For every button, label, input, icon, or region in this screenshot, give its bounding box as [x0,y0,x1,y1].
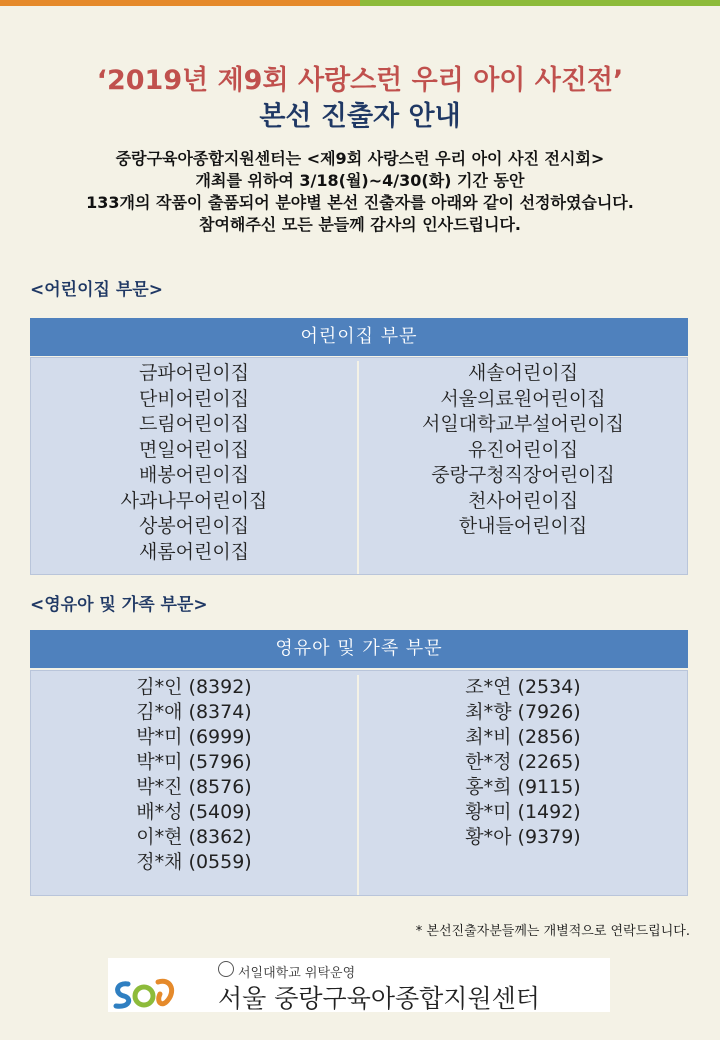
intro-line: 개최를 위하여 3/18(월)~4/30(화) 기간 동안 [195,171,525,190]
intro-line: 참여해주신 모든 분들께 감사의 인사드립니다. [198,215,522,234]
list-item: 면일어린이집 [138,438,250,461]
logo-mark-icon [112,976,178,1010]
list-item: 황*미 (1492) [465,801,581,823]
list-item: 새솔어린이집 [467,362,579,384]
list-item: 금파어린이집 [138,362,250,384]
page-title: ‘2019년 제9회 사랑스런 우리 아이 사진전’ [96,65,624,96]
logo-title: 서울 중랑구육아종합지원센터 [218,984,540,1013]
list-item: 이*현 (8362) [136,826,252,848]
list-item: 황*아 (9379) [465,826,581,848]
table-header-daycare: 어린이집 부문 [30,318,688,356]
list-item: 천사어린이집 [467,489,579,512]
list-item: 상봉어린이집 [138,515,250,537]
list-item: 박*진 (8576) [136,776,252,798]
list-item: 정*채 (0559) [136,851,252,873]
intro-line: 133개의 작품이 출품되어 분야별 본선 진출자를 아래와 같이 선정하였습니다. [86,193,634,212]
list-item: 새롬어린이집 [138,540,250,563]
table-column-right [359,361,687,574]
list-item: 한내들어린이집 [458,515,588,537]
section-heading-family: <영유아 및 가족 부문> [30,595,208,615]
list-item: 단비어린이집 [138,387,250,410]
list-item: 서울의료원어린이집 [440,387,606,410]
top-bar-orange [0,0,360,6]
page-subtitle: 본선 진출자 안내 [259,101,461,132]
list-item: 한*정 (2265) [465,751,581,773]
list-item: 김*애 (8374) [136,701,252,723]
university-seal-icon [218,961,234,977]
list-item: 중랑구청직장어린이집 [431,464,615,486]
table-column-left [31,675,359,895]
list-item: 서일대학교부설어린이집 [422,413,624,435]
list-item: 배봉어린이집 [138,464,250,486]
list-item: 조*연 (2534) [465,676,581,698]
list-item: 홍*희 (9115) [465,776,581,798]
list-item: 최*비 (2856) [465,726,581,748]
table-header-family: 영유아 및 가족 부문 [30,630,688,668]
table-column-left [31,361,359,574]
list-item: 드림어린이집 [138,413,250,435]
intro-text [0,148,720,236]
logo-subtitle: 서일대학교 위탁운영 [238,966,356,981]
list-item: 최*향 (7926) [465,701,581,723]
section-heading-daycare: <어린이집 부문> [30,280,163,300]
list-item: 배*성 (5409) [136,801,252,823]
list-item: 김*인 (8392) [136,676,252,698]
list-item: 박*미 (5796) [136,751,252,773]
top-bar-green [360,0,720,6]
intro-line: 중랑구육아종합지원센터는 <제9회 사랑스런 우리 아이 사진 전시회> [115,149,605,168]
footnote: * 본선진출자분들께는 개별적으로 연락드립니다. [415,924,690,939]
list-item: 박*미 (6999) [136,726,252,748]
table-daycare [30,357,688,575]
table-family [30,670,688,896]
list-item: 유진어린이집 [467,438,579,461]
table-column-right [359,675,687,895]
top-accent-bar [0,0,720,6]
center-logo [108,958,610,1012]
list-item: 사과나무어린이집 [120,489,268,512]
